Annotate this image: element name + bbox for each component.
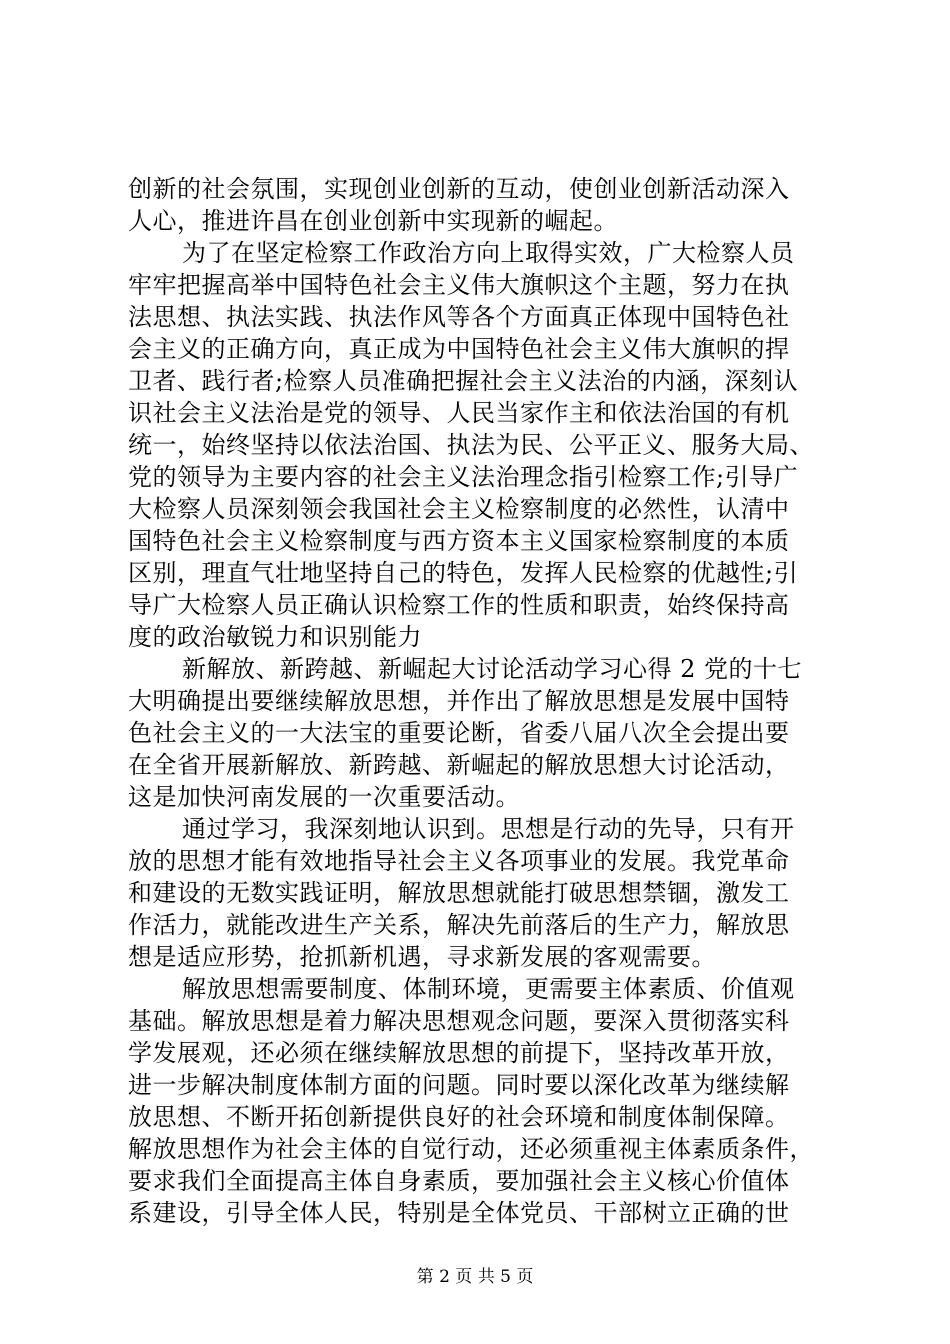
- text-line: 创新的社会氛围，实现创业创新的互动，使创业创新活动深入: [128, 175, 790, 203]
- text-line: 这是加快河南发展的一次重要活动。: [128, 783, 520, 811]
- text-line: 放的思想才能有效地指导社会主义各项事业的发展。我党革命: [128, 847, 790, 875]
- text-line: 度的政治敏锐力和识别能力: [128, 623, 422, 651]
- text-line: 大检察人员深刻领会我国社会主义检察制度的必然性，认清中: [128, 495, 790, 523]
- text-line: 解放思想作为社会主体的自觉行动，还必须重视主体素质条件，: [128, 1135, 814, 1163]
- text-line: 国特色社会主义检察制度与西方资本主义国家检察制度的本质: [128, 527, 790, 555]
- text-line: 人心，推进许昌在创业创新中实现新的崛起。: [128, 207, 618, 235]
- text-line: 想是适应形势，抢抓新机遇，寻求新发展的客观需要。: [128, 943, 716, 971]
- text-line: 学发展观，还必须在继续解放思想的前提下，坚持改革开放，: [128, 1039, 790, 1067]
- text-line: 和建设的无数实践证明，解放思想就能打破思想禁锢，激发工: [128, 879, 790, 907]
- text-line: 会主义的正确方向，真正成为中国特色社会主义伟大旗帜的捍: [128, 335, 790, 363]
- text-line: 解放思想需要制度、体制环境，更需要主体素质、价值观: [182, 975, 795, 1003]
- text-line: 法思想、执法实践、执法作风等各个方面真正体现中国特色社: [128, 303, 790, 331]
- document-body: [128, 173, 832, 1229]
- text-line: 作活力，就能改进生产关系，解决先前落后的生产力，解放思: [128, 911, 790, 939]
- text-line: 导广大检察人员正确认识检察工作的性质和职责，始终保持高: [128, 591, 790, 619]
- text-line: 基础。解放思想是着力解决思想观念问题，要深入贯彻落实科: [128, 1007, 790, 1035]
- page-footer: 第 2 页 共 5 页: [416, 1267, 534, 1287]
- text-line: 通过学习，我深刻地认识到。思想是行动的先导，只有开: [182, 815, 795, 843]
- text-line: 放思想、不断开拓创新提供良好的社会环境和制度体制保障。: [128, 1103, 790, 1131]
- text-line: 识社会主义法治是党的领导、人民当家作主和依法治国的有机: [128, 399, 790, 427]
- text-line: 大明确提出要继续解放思想，并作出了解放思想是发展中国特: [128, 687, 790, 715]
- text-line: 进一步解决制度体制方面的问题。同时要以深化改革为继续解: [128, 1071, 790, 1099]
- text-line: 卫者、践行者;检察人员准确把握社会主义法治的内涵，深刻认: [128, 367, 799, 395]
- text-line: 新解放、新跨越、新崛起大讨论活动学习心得 2 党的十七: [182, 655, 803, 683]
- text-line: 牢牢把握高举中国特色社会主义伟大旗帜这个主题，努力在执: [128, 271, 790, 299]
- text-line: 要求我们全面提高主体自身素质，要加强社会主义核心价值体: [128, 1167, 790, 1195]
- text-line: 为了在坚定检察工作政治方向上取得实效，广大检察人员: [182, 239, 795, 267]
- text-line: 色社会主义的一大法宝的重要论断，省委八届八次全会提出要: [128, 719, 790, 747]
- text-line: 系建设，引导全体人民，特别是全体党员、干部树立正确的世: [128, 1199, 790, 1227]
- text-line: 区别，理直气壮地坚持自己的特色，发挥人民检察的优越性;引: [128, 559, 799, 587]
- text-line: 在全省开展新解放、新跨越、新崛起的解放思想大讨论活动，: [128, 751, 790, 779]
- text-line: 党的领导为主要内容的社会主义法治理念指引检察工作;引导广: [128, 463, 799, 491]
- text-line: 统一，始终坚持以依法治国、执法为民、公平正义、服务大局、: [128, 431, 814, 459]
